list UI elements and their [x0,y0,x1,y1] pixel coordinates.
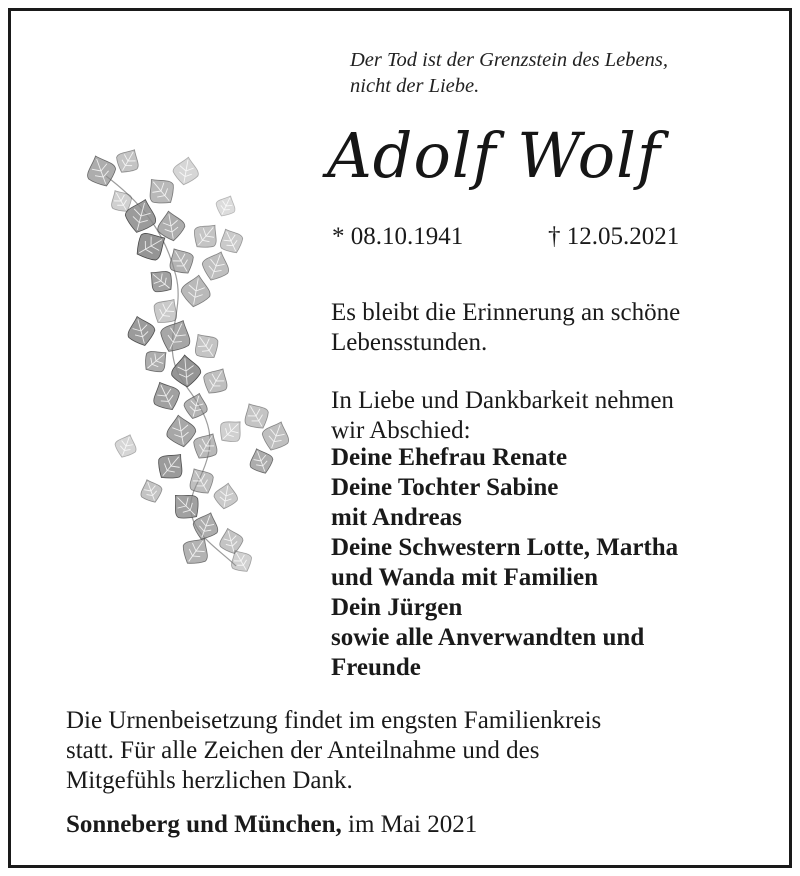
notice-line: Die Urnenbeisetzung findet im engsten Familienkreis [66,707,602,734]
ivy-leaf [187,217,225,255]
mourner-line: Freunde [331,654,421,681]
death-date: † 12.05.2021 [548,223,680,250]
intro-line: In Liebe und Dankbarkeit nehmen [331,387,674,414]
motto-quote [350,47,780,99]
mourners-list [331,443,771,683]
mourner-line: Dein Jürgen [331,594,463,621]
birth-date: * 08.10.1941 [332,223,464,250]
memory-quote [331,298,771,358]
farewell-intro [331,386,771,446]
ivy-leaf [170,354,202,388]
deceased-name: Adolf Wolf [327,119,661,192]
mourner-line: Deine Schwestern Lotte, Martha [331,534,679,561]
ivy-leaf [188,327,225,365]
ivy-leaf [183,462,219,499]
mourner-line: Deine Ehefrau Renate [331,444,568,471]
burial-notice [66,706,766,796]
ivy-leaf [147,377,184,416]
ivy-leaf [111,146,145,178]
mourner-line: sowie alle Anverwandten und [331,624,645,651]
quote-line: Lebensstunden. [331,329,488,356]
motto-line: nicht der Liebe. [350,75,480,97]
ivy-leaf [151,446,191,487]
signature-places: Sonneberg und München, [66,811,342,838]
ivy-leaves-icon [66,146,306,586]
obituary-frame [8,8,792,868]
place-date-signature [66,811,477,839]
ivy-leaf [212,481,240,511]
ivy-leaf [171,155,201,187]
ivy-leaf [198,247,234,285]
ivy-leaf [124,313,158,349]
ivy-leaf [181,390,211,421]
notice-line: statt. Für alle Zeichen der Anteilnahme und des [66,737,540,764]
ivy-leaf [198,362,234,399]
ivy-leaf [112,431,141,461]
signature-date: im Mai 2021 [341,811,478,838]
mourner-line: mit Andreas [331,504,462,531]
ivy-leaf [137,476,166,506]
mourner-line: und Wanda mit Familien [331,564,598,591]
mourner-line: Deine Tochter Sabine [331,474,559,501]
ivy-leaf [82,151,120,191]
ivy-leaf [179,273,213,310]
motto-line: Der Tod ist der Grenzstein des Lebens, [350,49,668,71]
quote-line: Es bleibt die Erinnerung an schöne [331,299,681,326]
intro-line: wir Abschied: [331,417,471,444]
notice-line: Mitgefühls herzlichen Dank. [66,767,353,794]
ivy-leaf [213,413,248,448]
ivy-leaf [212,192,239,220]
